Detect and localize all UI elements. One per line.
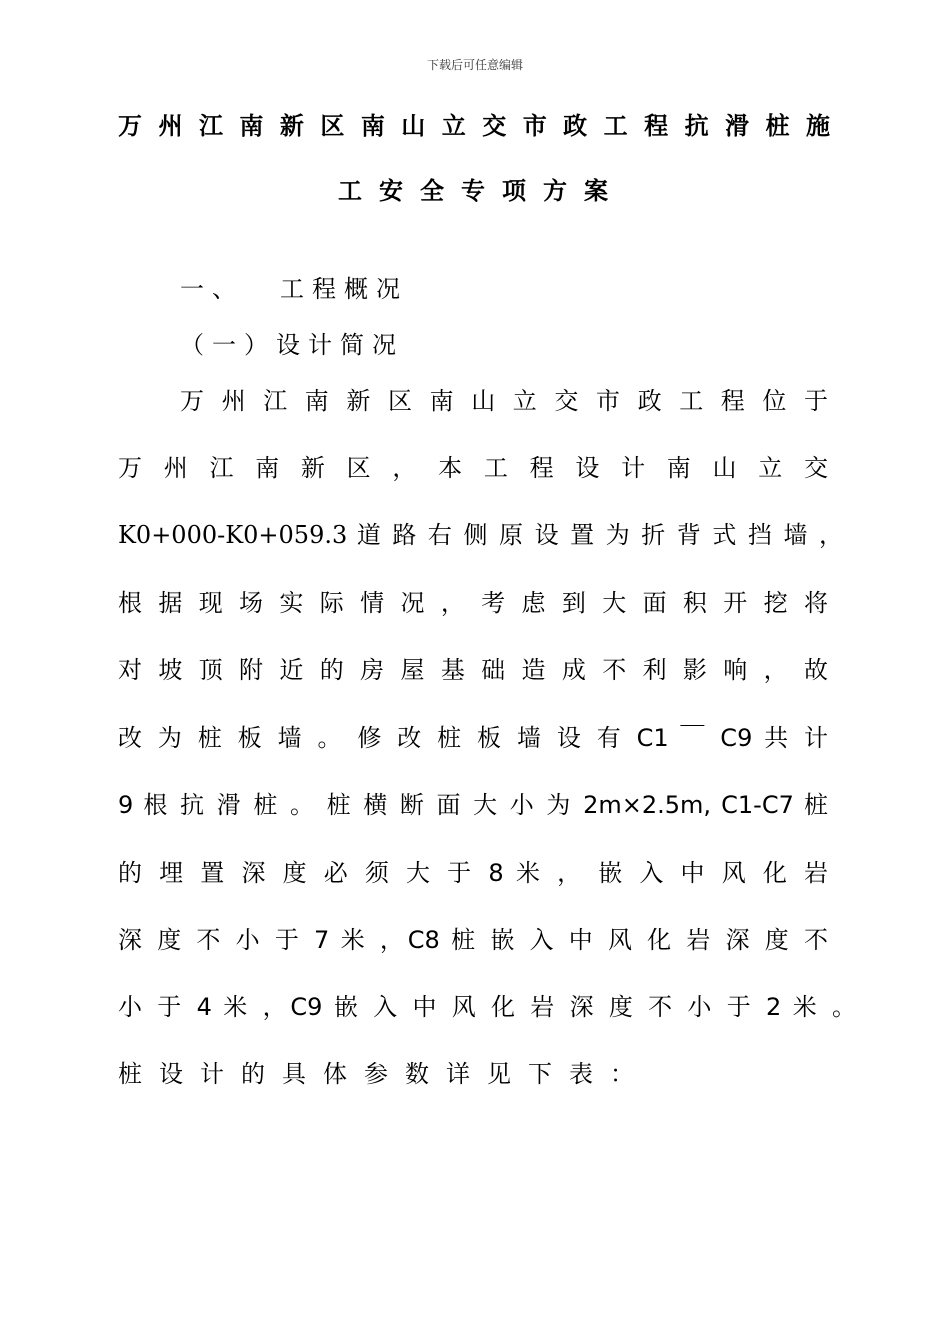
body-line-10: 小 于 4 米 ，C9 嵌 入 中 风 化 岩 深 度 不 小 于 2 米 。: [118, 993, 856, 1021]
body-line-7: 9 根 抗 滑 桩 。 桩 横 断 面 大 小 为 2m×2.5m, C1-C7 桩: [118, 791, 828, 819]
document-title-line-2: 工安全专项方案: [338, 177, 608, 205]
body-line-9: 深 度 不 小 于 7 米 ，C8 桩 嵌 入 中 风 化 岩 深 度 不: [118, 926, 828, 954]
body-line-1: 万 州 江 南 新 区 南 山 立 交 市 政 工 程 位 于: [180, 387, 828, 415]
body-line-6: 改 为 桩 板 墙 。 修 改 桩 板 墙 设 有 C1 ￣ C9 共 计: [118, 724, 828, 752]
header-note: 下载后可任意编辑: [426, 58, 523, 72]
section-heading: [180, 274, 408, 304]
document-title-line-1: 万州江南新区南山立交市政工程抗滑桩施: [118, 112, 830, 140]
body-line-2: 万 州 江 南 新 区 ， 本 工 程 设 计 南 山 立 交: [118, 454, 828, 482]
subsection-heading: （一）设计简况: [180, 331, 404, 359]
body-line-8: 的 埋 置 深 度 必 须 大 于 8 米 ， 嵌 入 中 风 化 岩: [118, 859, 828, 887]
body-line-4: 根 据 现 场 实 际 情 况 ， 考 虑 到 大 面 积 开 挖 将: [118, 589, 828, 617]
section-number: 一、: [180, 275, 244, 303]
section-title: 工程概况: [280, 275, 408, 303]
body-line-5: 对 坡 顶 附 近 的 房 屋 基 础 造 成 不 利 影 响 ， 故: [118, 656, 828, 684]
body-line-3: K0+000-K0+059.3 道 路 右 侧 原 设 置 为 折 背 式 挡 墙 ，: [118, 521, 843, 549]
body-line-11: 桩设计的具体参数详见下表：: [118, 1060, 651, 1088]
